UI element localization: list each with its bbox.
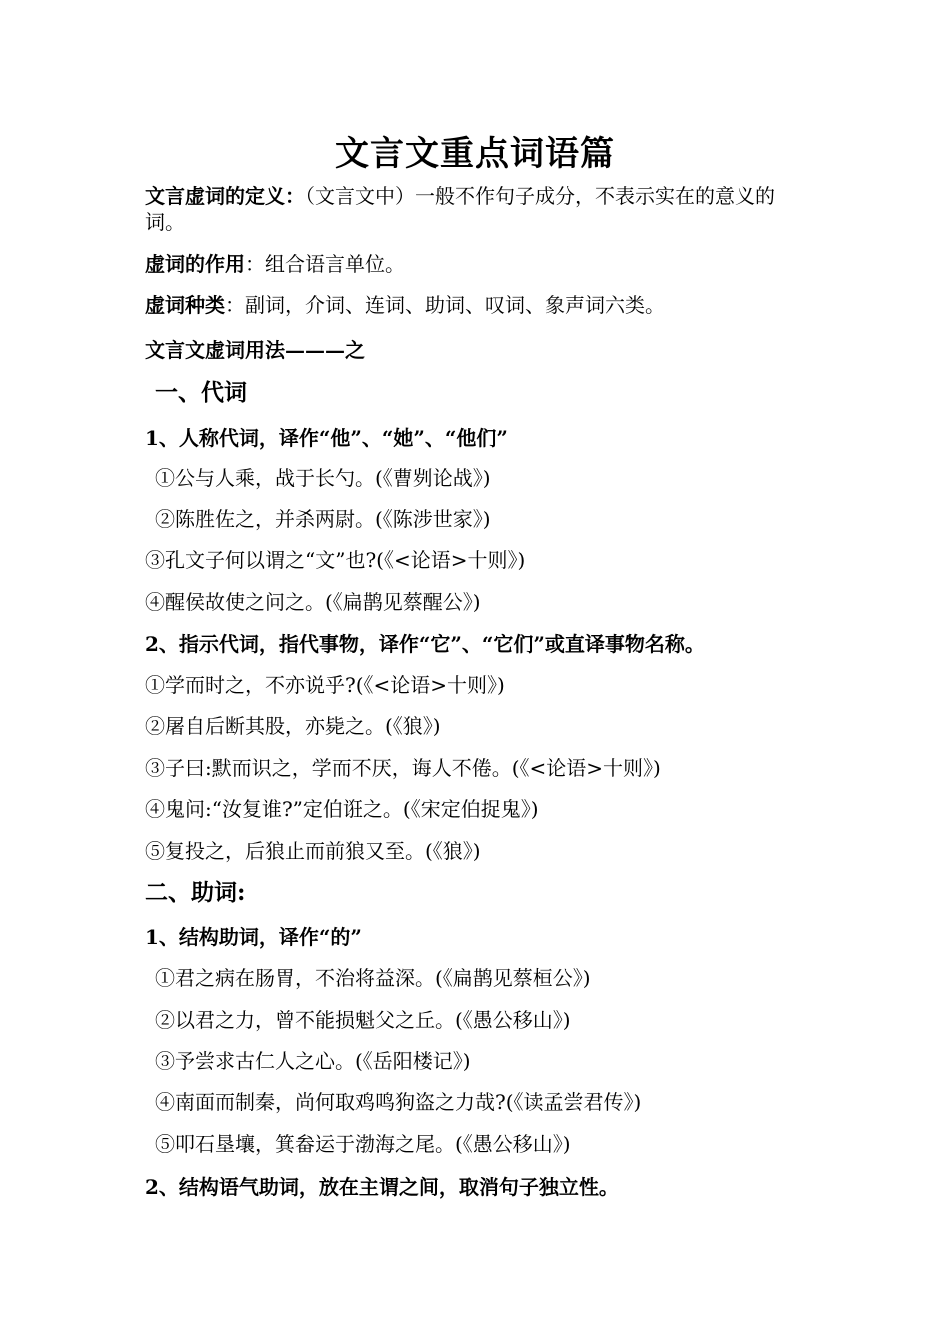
definition-text: （文言文中）一般不作句子成分，不表示实在的意义的词。 [145, 184, 775, 234]
example-item: ③予尝求古仁人之心。(《岳阳楼记》) [155, 1049, 471, 1073]
subsection-structural-mood-particle-heading: 2、结构语气助词，放在主谓之间，取消句子独立性。 [145, 1175, 619, 1199]
function-colon: ： [245, 252, 265, 276]
function-label: 虚词的作用 [145, 252, 245, 276]
example-item: ⑤叩石垦壤，箕畚运于渤海之尾。(《愚公移山》) [155, 1132, 571, 1156]
subsection-structural-particle-heading: 1、结构助词，译作“的” [145, 925, 362, 949]
function-paragraph [145, 251, 405, 277]
subsection-personal-pronoun-heading: 1、人称代词，译作“他”、“她”、“他们” [145, 426, 508, 450]
definition-paragraph [145, 183, 795, 235]
example-item: ④醒侯故使之问之。(《扁鹊见蔡醒公》) [145, 590, 481, 614]
example-item: ②屠自后断其股，亦毙之。(《狼》) [145, 714, 441, 738]
section-particle-heading: 二、助词: [145, 879, 246, 906]
example-item: ②陈胜佐之，并杀两尉。(《陈涉世家》) [155, 507, 491, 531]
function-text: 组合语言单位。 [265, 252, 405, 276]
types-label: 虚词种类 [145, 293, 225, 317]
page-title: 文言文重点词语篇 [335, 134, 615, 174]
definition-label: 文言虚词的定义： [145, 184, 305, 208]
subsection-demonstrative-pronoun-heading: 2、指示代词，指代事物，译作“它”、“它们”或直译事物名称。 [145, 632, 705, 656]
example-item: ④南面而制秦，尚何取鸡鸣狗盗之力哉?(《读孟尝君传》) [155, 1090, 642, 1114]
types-paragraph [145, 292, 665, 318]
example-item: ③子曰:默而识之，学而不厌，诲人不倦。(《<论语>十则》) [145, 756, 661, 780]
example-item: ①君之病在肠胃，不治将益深。(《扁鹊见蔡桓公》) [155, 966, 591, 990]
example-item: ⑤复投之，后狼止而前狼又至。(《狼》) [145, 839, 481, 863]
example-item: ②以君之力，曾不能损魁父之丘。(《愚公移山》) [155, 1008, 571, 1032]
example-item: ①学而时之，不亦说乎?(《<论语>十则》) [145, 673, 505, 697]
example-item: ④鬼问:“汝复谁?”定伯诳之。(《宋定伯捉鬼》) [145, 797, 539, 821]
usage-heading: 文言文虚词用法———之 [145, 338, 365, 362]
example-item: ①公与人乘，战于长勺。(《曹刿论战》) [155, 466, 491, 490]
section-pronoun-heading: 一、代词 [155, 379, 247, 406]
types-colon: ： [225, 293, 245, 317]
example-item: ③孔文子何以谓之“文”也?(《<论语>十则》) [145, 548, 526, 572]
types-text: 副词，介词、连词、助词、叹词、象声词六类。 [245, 293, 665, 317]
